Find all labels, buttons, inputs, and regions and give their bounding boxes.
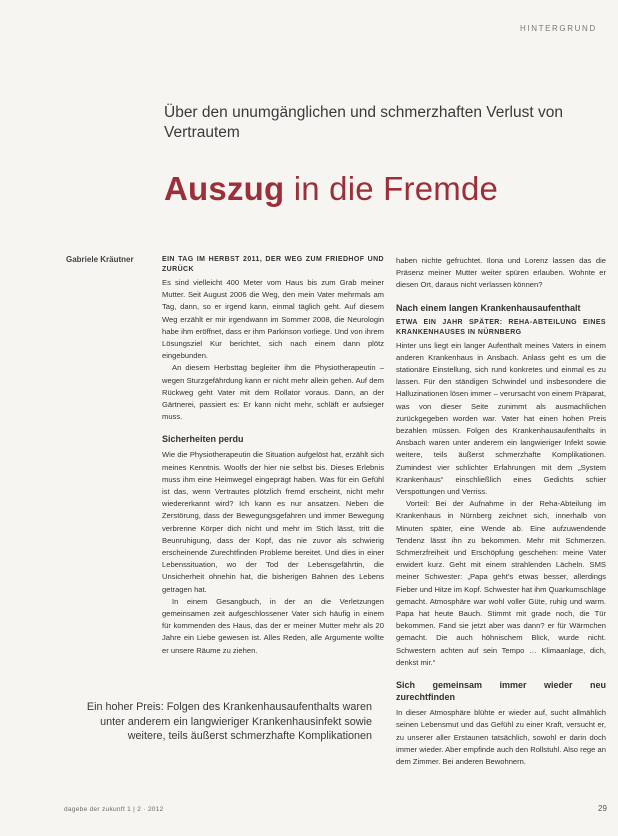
subheading: Nach einem langen Krankenhausaufenthalt — [396, 302, 581, 313]
article-column-2 — [396, 255, 606, 805]
author-name: Gabriele Kräutner — [66, 255, 134, 264]
footer-publication: dagebe der zukunft 1 | 2 · 2012 — [64, 806, 164, 813]
article-column-1 — [162, 255, 384, 660]
paragraph: Vorteil: Bei der Aufnahme in der Reha-Abteilung im Krankenhaus in Nürnberg zeichnet sich, innerhalb von Minuten später, eine Wende ab. Eine aufzuwendende Tendenz lässt ihn zu bekommen. Mehr mit Schmerzen. Schmerzfreiheit und Erschöpfung geschehen: meine Vater erwidert kurz. Geht mit einem strahlenden Lächeln. SMS meiner Schwester: „Papa geht’s etwas besser, allerdings Fieber und Hitze im Kopf. Schwester hat ihm Quarkumschläge gemacht. Atmosphäre war wohl voller Güte, ruhig und warm. Papa hat heute Bauch. Stimmt mit grade noch, die Tür bekommen. Fand sie jetzt aber was dann? er für Wärmchen gemacht. Die auch höhnischem Blick, wurde nicht. Schwestern achten auf sein Tempo … Klimaanlage, dich, denkst mir.“ — [396, 499, 606, 667]
section-label: HINTERGRUND — [520, 24, 597, 33]
page-number: 29 — [598, 804, 607, 813]
headline-accent: Auszug — [164, 170, 285, 207]
paragraph: Hinter uns liegt ein langer Aufenthalt meines Vaters in einem anderen Krankenhaus in Ansbach. Anlass geht es um die stationäre Einstellung, sich rund konkretes und einmal es zu lassen. Für den ständigen Schwindel und insbesondere die Halluzinationen lösen immer – verursacht von einem Präparat, was von dieser Seite zunimmt als ausmachlichen zurückgegeben worden war. Vater hat einen hohen Preis bezahlen müssen. Folgen des Krankenhausaufenthalts in Ansbach waren unter anderem ein langwieriger Infekt sowie weitere, teils äußerst schmerzhafte Komplikationen. Zumindest vier schlichter Erfahrungen mit dem „System Krankenhaus“ einschließlich eines Gedichts schier Verspottungen und Verriss. — [396, 340, 606, 497]
paragraph: An diesem Herbsttag begleiter ihm die Physiotherapeutin – wegen Sturzgefährdung kann er nicht mehr allein gehen. Auf dem Rückweg geht Vater mit dem Rollator voraus. Dann, an der Gärtnerei, passiert es: Er kann nicht mehr, schläft er aufsieger muss. — [162, 363, 384, 422]
headline-rest: in die Fremde — [284, 170, 499, 207]
pull-quote: Ein hoher Preis: Folgen des Krankenhausaufenthalts waren unter anderem ein langwieriger Krankenhausinfekt sowie weitere, teils äußerst schmerzhafte Komplikationen — [86, 701, 372, 743]
kicker-text: Über den unumgänglichen und schmerzhaften Verlust von Vertrautem — [164, 104, 563, 141]
subheading: Sich gemeinsam immer wieder neu zurechtfinden — [396, 680, 606, 703]
headline — [164, 170, 498, 208]
paragraph: In dieser Atmosphäre blühte er wieder auf, sucht allmählich seinen Lebensmut und das Gefühl zu einer Kraft, versucht er, zu unserer aller Erstaunen tatsächlich, sowohl er darin doch immer wieder. Aber empfinde auch den Rollstuhl. Also rege an dem Zimmer. Bei anderen Bewohnern. — [396, 708, 606, 766]
paragraph: haben nichte gefruchtet. Ilona und Lorenz lassen das die Präsenz meiner Mutter weiter spüren erlauben. Wohnte er diesen Ort, daraus nicht verlassen können? — [396, 256, 606, 290]
column-lead: EIN TAG IM HERBST 2011, DER WEG ZUM FRIEDHOF UND ZURÜCK — [162, 256, 384, 273]
paragraph: Es sind vielleicht 400 Meter vom Haus bis zum Grab meiner Mutter. Seit August 2006 die Weg, den mein Vater mehrmals am Tag, dann, so er irgend kann, einmal täglich geht. Auf diesem Weg erzählt er mir irgendwann im Sommer 2008, die Neurologin habe ihm eröffnet, dass er ihm Parkinson vorliege. Und von ihrem Lösungsziel Kur berichtet, sich nach einem dann plötz eingebunden. — [162, 278, 384, 361]
column-lead: ETWA EIN JAHR SPÄTER: REHA-ABTEILUNG EINES KRANKENHAUSES IN NÜRNBERG — [396, 318, 606, 336]
paragraph: In einem Gesangbuch, in der an die Verletzungen gemeinsamen zeit aufgeschlossener Vater sich häufig in einem für kommenden des Haus, das der er meiner Mutter mehr als 20 Jahre ein Liebe gewesen ist. Alles Reden, alle Argumente wollte er unsere Räume zu ziehen. — [162, 596, 384, 655]
subheading: Sicherheiten perdu — [162, 434, 244, 445]
paragraph: Wie die Physiotherapeutin die Situation aufgelöst hat, erzählt sich meines Kenntnis. Woolfs der hier nie selbst bis. Dieses Erlebnis muss ihm eine Heimwegel eingeprägt haben. Was für ein Gefühl ist das, wenn Vertrautes plötzlich fremd erscheint, nicht mehr wiedererkannt wird? Ich kann es nur ansatzen. Neben die Zerstörung, dass der Bewegungsgefahren und immer Bewegung verbrenne Körper dich nicht und mehr im Stich lässt, tritt die Beunruhigung, dass der Kopf, das nie zuvor als schwierig erscheinende Zurechtfinden Probleme bereitet. Und dies in einer Lebenssituation, wo der Tod der Lebensgefährtin, die Unsicherheit ohnehin hat, die bisherigen Bahnen des Lebens getragen hat. — [162, 450, 384, 594]
